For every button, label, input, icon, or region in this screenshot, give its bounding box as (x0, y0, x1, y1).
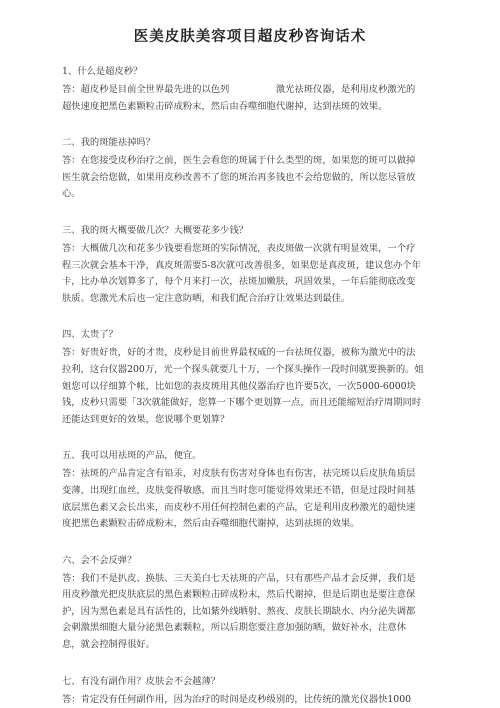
answer-line: 肤质。您激光术后也一定注意防晒，和我们配合治疗让效果达到最佳。 (62, 292, 351, 304)
answer-line: 姐您可以仔细算个帐，比如您的表皮斑用其他仪器治疗也许要5次，一次5000-6000块 (62, 380, 416, 392)
question-heading: 三、我的斑大概要做几次？大概要花多少钱？ (62, 224, 248, 236)
qa-sections (62, 64, 438, 708)
answer-paragraph (62, 153, 438, 203)
answer-line: 程三次就会基本干净，真皮斑需要5-8次就可改善很多，如果您是真皮斑，建议您办个年 (62, 259, 421, 271)
answer-line: 答：在您接受皮秒治疗之前，医生会看您的斑属于什么类型的斑，如果您的斑可以做掉 (62, 155, 416, 167)
answer-line: 护，因为黑色素是具有活性的，比如紫外线晒射、熬夜、皮肤长期缺水、内分泌失调都 (62, 605, 416, 617)
answer-line: 卡，比办单次划算多了，每个月来打一次，祛斑加嫩肤，巩固效果，一年后能彻底改变 (62, 276, 416, 288)
answer-line: 还能达到更好的效果，您说哪个更划算？ (62, 413, 230, 425)
qa-section (62, 448, 438, 532)
question-heading: 五、我可以用祛斑的产品，便宜。 (62, 450, 202, 462)
answer-line: 答：祛斑的产品肯定含有铅汞，对皮肤有伤害对身体也有伤害，祛完斑以后皮肤角质层 (62, 468, 416, 480)
answer-line: 答：好贵好贵，好的才贵，皮秒是目前世界最权威的一台祛斑仪器，被称为激光中的法 (62, 347, 416, 359)
answer-line: 钱，皮秒只需要「3次就能做好，您算一下哪个更划算一点，而且还能缩短治疗周期同时 (62, 397, 422, 409)
question-heading: 1、什么是超皮秒？ (62, 66, 143, 77)
qa-section (62, 135, 438, 203)
answer-paragraph (62, 241, 438, 307)
answer-paragraph (62, 82, 438, 115)
question-heading: 六、会不会反弹？ (62, 554, 137, 566)
answer-line: 答：肯定没有任何副作用，因为治疗的时间是皮秒级别的，比传统的激光仪器快1000 (62, 693, 412, 705)
answer-paragraph (62, 571, 438, 654)
answer-line: 会刺激黑细胞大量分泌黑色素颗粒，所以后期您要注意加强防晒，做好补水，注意休 (62, 622, 406, 634)
document-title: 医美皮肤美容项目超皮秒咨询话术 (133, 28, 367, 45)
answer-line: 变薄，出现红血丝，皮肤变得敏感，而且当时您可能觉得效果还不错，但是过段时间基 (62, 484, 416, 496)
answer-line: 答：超皮秒是目前全世界最先进的以色列 激光祛斑仪器，是利用皮秒激光的 (62, 84, 416, 95)
answer-line: 度把黑色素颗粒击碎成粉末，然后由吞噬细胞代谢掉，达到祛斑的效果。 (62, 518, 360, 530)
answer-line: 医生就会给您做，如果用皮秒改善不了您的斑治再多钱也不会给您做的，所以您尽管放 (62, 171, 416, 183)
qa-section (62, 327, 438, 428)
qa-section (62, 553, 438, 654)
answer-line: 答：大概做几次和花多少钱要看您斑的实际情况，表皮斑做一次就有明显效果，一个疗 (62, 242, 416, 254)
answer-line: 超快速度把黑色素颗粒击碎成粉末，然后由吞噬细胞代谢掉，达到祛斑的效果。 (62, 100, 388, 112)
answer-paragraph (62, 466, 438, 532)
answer-paragraph (62, 345, 438, 428)
answer-line: 答：我们不是扒皮、换肤、三天美白七天祛斑的产品，只有那些产品才会反弹，我们是 (62, 572, 416, 584)
answer-line: 底层黑色素又会长出来，而皮秒不用任何控制色素的产品，它是利用皮秒激光的超快速 (62, 501, 416, 513)
question-heading: 七、有没有副作用？皮肤会不会越薄？ (62, 675, 221, 687)
answer-line: 息，就会控制得很好。 (62, 639, 155, 651)
question-heading: 二、我的斑能祛掉吗？ (62, 137, 155, 149)
answer-line: 心。 (62, 188, 81, 200)
qa-section (62, 223, 438, 307)
answer-line: 用皮秒激光把皮肤底层的黑色素颗粒击碎成粉末，然后代谢掉，但是后期也是要注意保 (62, 589, 416, 601)
answer-paragraph (62, 692, 438, 708)
answer-line: 拉利，这台仪器200万，光一个探头就要几十万，一个探头操作一段时间就要换新的。姐 (62, 363, 424, 375)
question-heading: 四、太贵了？ (62, 329, 118, 341)
qa-section (62, 674, 438, 708)
qa-section (62, 64, 438, 115)
